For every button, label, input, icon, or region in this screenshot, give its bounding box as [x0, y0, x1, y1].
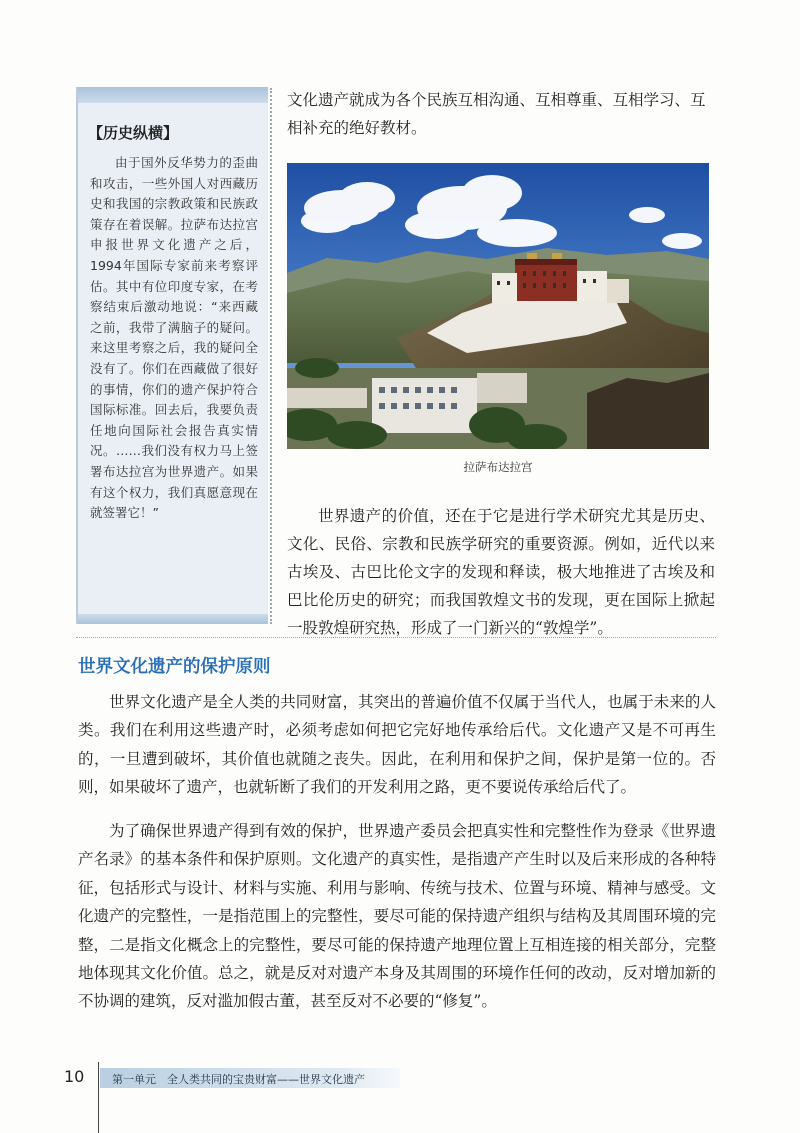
sidebar-body: 由于国外反华势力的歪曲和攻击，一些外国人对西藏历史和我国的宗教政策和民族政策存在着误解。拉萨布达拉宫申报世界文化遗产之后，1994年国际专家前来考察评估。其中有位印度专家，在考察结束后激动地说：“来西藏之前，我带了满脑子的疑问。来这里考察之后，我的疑问全没有了。你们在西藏做了很好的事情，你们的遗产保护符合国际标准。回去后，我要负责任地向国际社会报告真实情况。……我们没有权力马上签署布达拉宫为世界遗产。如果有这个权力，我们真愿意现在就签署它！”: [90, 155, 258, 521]
footer-vertical-rule: [98, 1062, 99, 1133]
footer-running-head: 第一单元 全人类共同的宝贵财富——世界文化遗产: [112, 1073, 365, 1086]
photo-caption: 拉萨布达拉宫: [463, 460, 533, 474]
sidebar-bottom-band: [78, 614, 268, 624]
sidebar-title: 【历史纵横】: [88, 124, 179, 142]
body-paragraph-2: 为了确保世界遗产得到有效的保护，世界遗产委员会把真实性和完整性作为登录《世界遗产名录》的基本条件和保护原则。文化遗产的真实性，是指遗产产生时以及后来形成的各种特征，包括形式与设计、材料与实施、利用与影响、传统与技术、位置与环境、精神与感受。文化遗产的完整性，一是指范围上的完整性，要尽可能的保持遗产组织与结构及其周围环境的完整，二是指文化概念上的完整性，要尽可能的保持遗产地理位置上互相连接的相关部分，完整地体现其文化价值。总之，就是反对对遗产本身及其周围的环境作任何的改动，反对增加新的不协调的建筑，反对滥加假古董，甚至反对不必要的“修复”。: [78, 822, 716, 1011]
top-paragraph: 文化遗产就成为各个民族互相沟通、互相尊重、互相学习、互相补充的绝好教材。: [287, 91, 706, 137]
body-paragraph-1: 世界文化遗产是全人类的共同财富，其突出的普遍价值不仅属于当代人，也属于未来的人类。我们在利用这些遗产时，必须考虑如何把它完好地传承给后代。文化遗产又是不可再生的，一旦遭到破坏，其价值也就随之丧失。因此，在利用和保护之间，保护是第一位的。否则，如果破坏了遗产，也就斩断了我们的开发利用之路，更不要说传承给后代了。: [78, 693, 716, 797]
history-sidebar: [76, 87, 268, 624]
section-title: 世界文化遗产的保护原则: [78, 657, 271, 677]
section-divider: [76, 637, 716, 638]
right-paragraph: 世界遗产的价值，还在于它是进行学术研究尤其是历史、文化、民俗、宗教和民族学研究的重要资源。例如，近代以来古埃及、古巴比伦文字的发现和释读，极大地推进了古埃及和巴比伦历史的研究；而我国敦煌文书的发现，更在国际上掀起一股敦煌研究热，形成了一门新兴的“敦煌学”。: [287, 507, 715, 637]
potala-palace-photo: [287, 163, 709, 449]
column-divider: [270, 88, 272, 624]
sidebar-top-band: [78, 87, 268, 103]
page-number: 10: [64, 1067, 85, 1086]
